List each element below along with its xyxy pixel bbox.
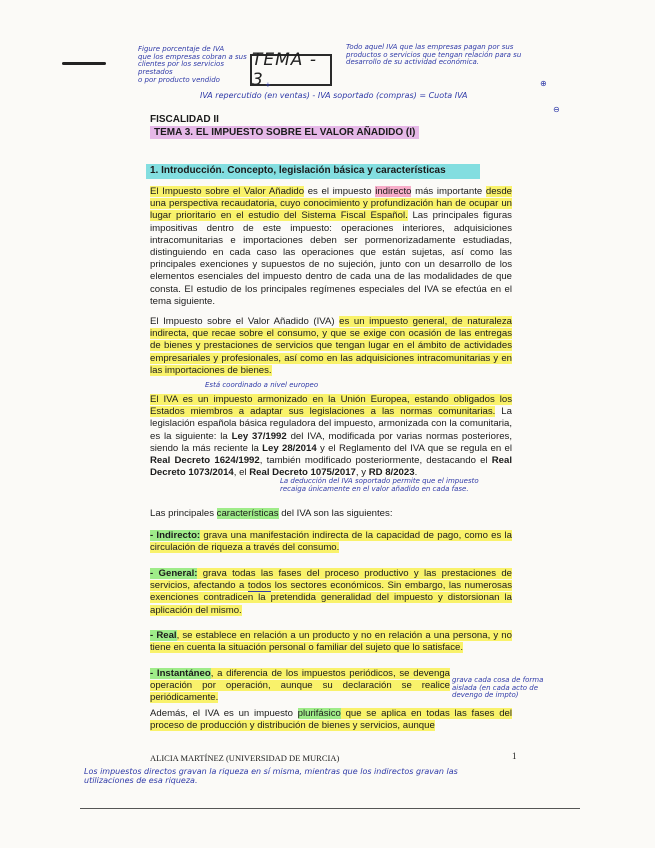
characteristic-general [150,568,512,617]
text-run: Real Decreto 1073/2014 [150,455,513,479]
tema-title [150,127,419,138]
text-run: , a diferencia de los impuestos periódicos, se devenga operación por operación, aunque su declaración se realice periódicamente. [150,668,451,704]
text-run: Real Decreto 1075/2017 [249,467,356,479]
handwritten-note-instantaneo [452,677,582,700]
highlight-caracteristicas: características [216,508,279,519]
subject-title: FISCALIDAD II [150,114,219,125]
note-line: clientes por los servicios prestados [138,60,224,77]
text-run: grava todas las fases del proceso productivo y las prestaciones de servicios, afectando a [150,568,512,592]
label-real: - Real [150,630,177,641]
text-run: . [414,467,418,479]
text-run: Las principales figuras impositivas dentro de este impuesto: operaciones interiores, adquisiciones intracomunitarias e importaciones deben ser pormenorizadamente estudiadas, distinguiendo en cada caso las operaciones que están sujetas, así como las principales exenciones y supuestos de no sujeción, junto con un desarrollo de los elementos esenciales del impuesto dentro de cada una de las modalidades de que consta. El estudio de los principales regímenes especiales del IVA se efectúa en el tema siguiente. [150,210,512,307]
note-line: Figure porcentaje de IVA [138,45,225,53]
text-run: Ley 37/1992 [231,430,287,442]
handwritten-formula: IVA repercutido (en ventas) - IVA soportado (compras) = Cuota IVA [200,91,468,100]
note-line: Los impuestos directos gravan la riqueza en sí misma, mientras que los indirectos gravan las [84,767,458,776]
note-line: Todo aquel IVA que las empresas pagan por sus [346,43,514,51]
highlight-plurifasico: plurifásico [297,708,341,719]
note-line: grava cada cosa de forma [452,676,544,684]
label-indirecto: - Indirecto: [150,530,201,541]
text-run: Las principales [150,508,217,519]
text-run: RD 8/2023 [368,467,415,479]
plus-circle-icon: ⊕ [540,79,547,88]
characteristic-instantaneo [150,668,450,705]
text-run: grava una manifestación indirecta de la capacidad de pago, como es la circulación de riqueza a través del consumo. [150,530,512,554]
note-line: que los empresas cobran a sus [138,52,247,61]
text-run: Ley 28/2014 [262,442,317,454]
text-run: El Impuesto sobre el Valor Añadido [150,186,305,197]
paragraph-legislation [150,394,512,479]
text-run: , el [233,467,250,479]
note-line: o por producto vendido [138,75,220,84]
note-line: desarrollo de su actividad económica. [346,58,480,67]
text-run: Además, el IVA es un impuesto [150,708,298,719]
text-run: del IVA son las siguientes: [278,508,393,519]
text-run: , también modificado posteriormente, destacando el [259,455,492,467]
text-run: los sectores económicos. Sin embargo, las numerosas exenciones contradicen la pretendida generalidad del impuesto y distorsionan la aplicación del mismo. [150,580,512,616]
text-run: La legislación española básica reguladora del impuesto, armonizada con la comunitaria, es la siguiente: la [150,406,512,442]
text-run: y el Reglamento del IVA que se regula en el [316,442,512,454]
highlight-indirecto: indirecto [375,186,412,197]
pen-dash-mark [62,62,106,65]
note-line: devengo de impto) [452,691,519,700]
note-line: recaiga únicamente en el valor añadido en cada fase. [280,484,469,493]
text-run: desde una perspectiva recaudatoria, cuyo conocimiento y profundización han de ocupar un lugar prioritario en el estudio del Sistema Fiscal Español. [150,186,512,222]
tema-title-text: TEMA 3. EL IMPUESTO SOBRE EL VALOR AÑADIDO (I) [150,126,419,139]
section-title: 1. Introducción. Concepto, legislación básica y características [146,164,480,179]
tema-box: TEMA - 3 [250,54,332,86]
footer-author: ALICIA MARTÍNEZ (UNIVERSIDAD DE MURCIA) [150,753,340,763]
text-run: Real Decreto 1624/1992 [150,455,260,467]
text-run: es un impuesto general, de naturaleza indirecta, que recae sobre el consumo, y que se exige con ocasión de las entregas de bienes y prestaciones de servicios que tengan lugar en el ámbito de actividades empresariales y profesionales, así como en las adquisiciones intracomunitarias y en las importaciones de bienes. [150,316,512,376]
text-run: El IVA es un impuesto armonizado en la Unión Europea, estando obligados los Estados miembros a adaptar sus legislaciones a las normas comunitarias. [150,394,512,418]
text-run: más importante [411,186,486,197]
text-run: , y [355,467,369,479]
note-line: aislada (en cada acto de [452,683,539,692]
handwritten-note-top-right [346,44,586,67]
paragraph-intro [150,186,512,308]
characteristic-indirecto [150,530,512,554]
paragraph-characteristics-intro [150,508,512,520]
handwritten-note-deduction [280,478,580,493]
characteristic-real [150,630,512,654]
note-line: productos o servicios que tengan relación para su [346,50,522,59]
arrow-mark: + [265,81,271,89]
page-number: 1 [512,751,517,761]
label-instantaneo: - Instantáneo [150,668,211,679]
text-run: todos [247,580,272,592]
minus-circle-icon: ⊖ [553,105,560,114]
text-run: del IVA, modificada por varias normas posteriores, siendo la más reciente la [150,430,513,454]
label-general: - General: [150,568,198,579]
bottom-divider [80,808,580,809]
text-run: , se establece en relación a un producto y no en relación a una persona, y no tiene en cuenta la situación personal o familiar del sujeto que lo satisface. [150,630,512,654]
text-run: que se aplica en todas las fases del proceso de producción y distribución de bienes y servicios, aunque [150,708,512,732]
handwritten-note-top-left [138,46,250,84]
paragraph-plurifasico [150,708,512,732]
note-line: La deducción del IVA soportado permite que el impuesto [280,477,479,485]
text-run: El Impuesto sobre el Valor Añadido (IVA) [150,316,340,327]
paragraph-definition [150,316,512,377]
handwritten-note-eu: Está coordinado a nivel europeo [205,381,319,389]
note-line: utilizaciones de esa riqueza. [84,775,198,785]
handwritten-note-bottom [84,768,584,786]
text-run: es el impuesto [304,186,376,197]
